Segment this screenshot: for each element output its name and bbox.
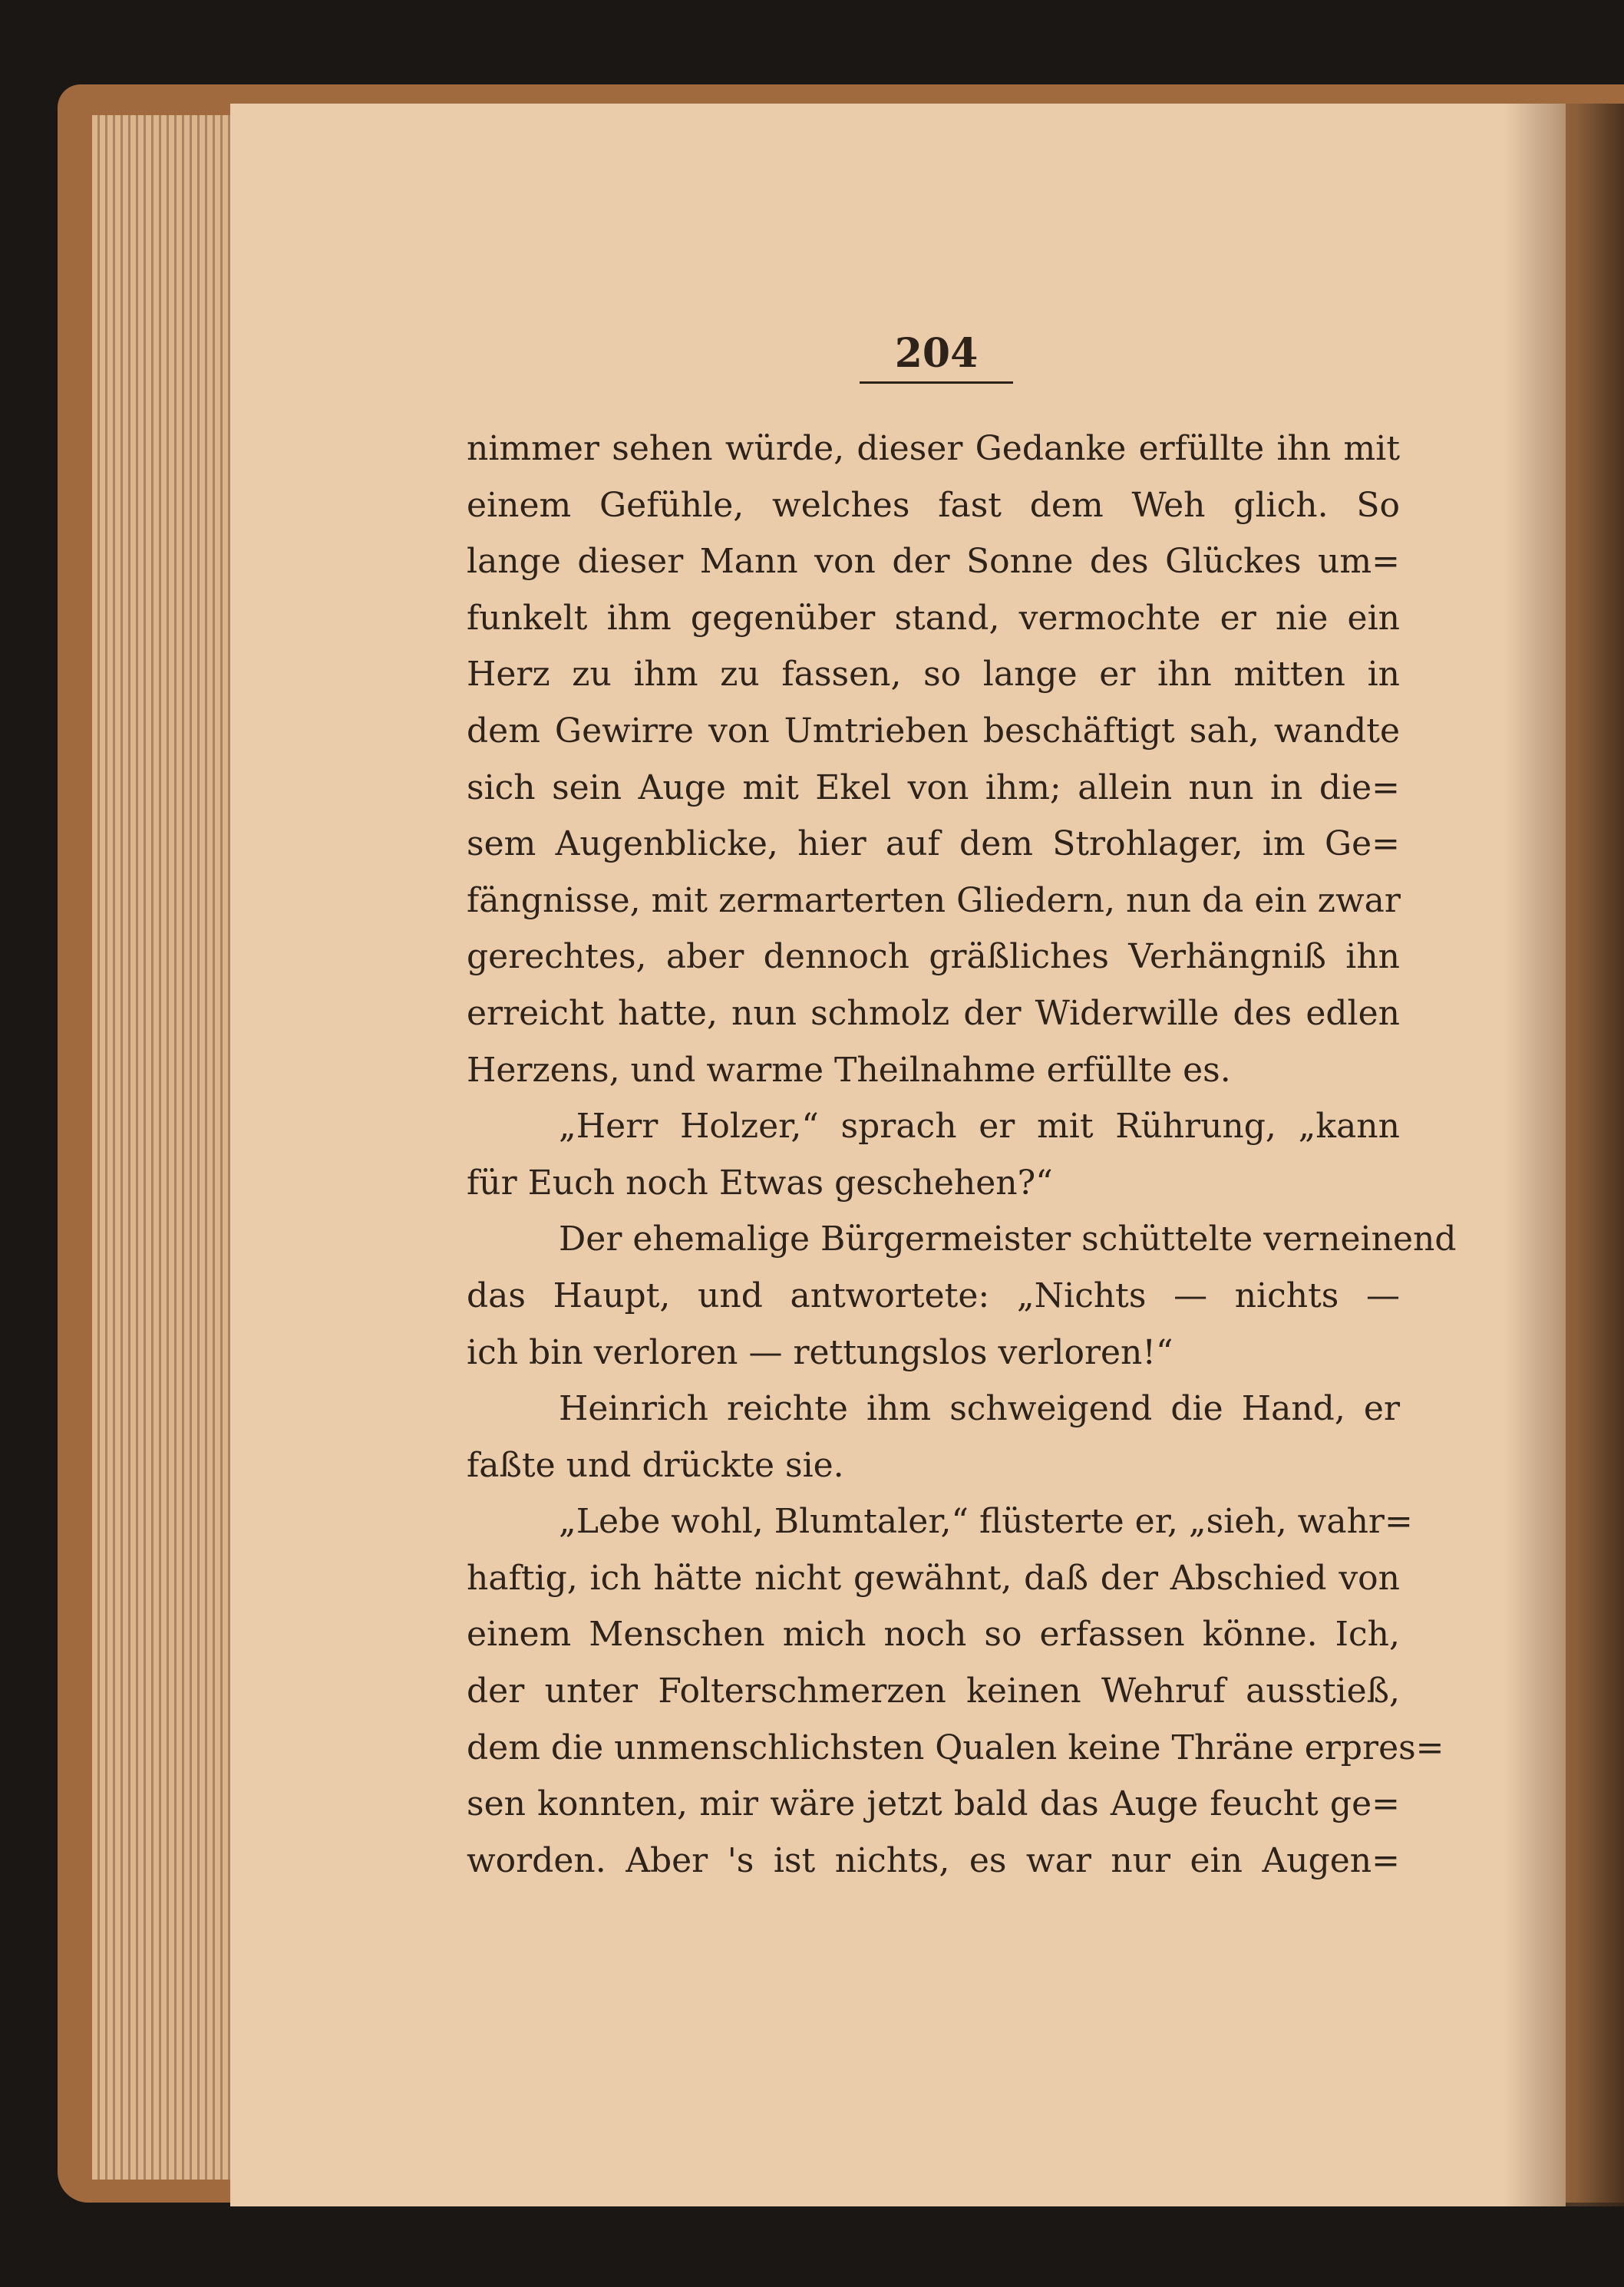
text-line: gerechtes, aber dennoch gräßliches Verhängniß ihn [467,937,1400,977]
text-line: „Lebe wohl, Blumtaler,“ flüsterte er, „sieh, wahr= [559,1502,1413,1542]
text-line: worden. Aber 's ist nichts, es war nur ein Augen= [467,1840,1400,1880]
text-line: ich bin verloren — rettungslos verloren!“ [467,1332,1173,1372]
text-line: erreicht hatte, nun schmolz der Widerwille des edlen [467,993,1400,1033]
spine-shadow [1504,104,1624,2206]
text-line: der unter Folterschmerzen keinen Wehruf ausstieß, [467,1672,1400,1711]
text-line: funkelt ihm gegenüber stand, vermochte er nie ein [467,598,1400,638]
page-number: 204 [860,330,1013,384]
body-text [467,421,1457,1889]
text-line: Der ehemalige Bürgermeister schüttelte verneinend [559,1219,1457,1259]
text-line: dem die unmenschlichsten Qualen keine Thräne erpres= [467,1728,1444,1767]
text-line: sem Augenblicke, hier auf dem Strohlager, im Ge= [467,824,1400,864]
text-line: „Herr Holzer,“ sprach er mit Rührung, „kann [559,1107,1400,1147]
text-line: sich sein Auge mit Ekel von ihm; allein nun in die= [467,767,1400,807]
text-line: dem Gewirre von Umtrieben beschäftigt sah, wandte [467,711,1400,751]
text-line: fängnisse, mit zermarterten Gliedern, nun da ein zwar [467,880,1401,920]
text-line: lange dieser Mann von der Sonne des Glückes um= [467,542,1400,582]
text-line: haftig, ich hätte nicht gewähnt, daß der Abschied von [467,1558,1400,1598]
page-edges [92,115,253,2180]
text-line: einem Gefühle, welches fast dem Weh glich. So [467,485,1400,525]
text-line: faßte und drückte sie. [467,1445,844,1485]
text-line: nimmer sehen würde, dieser Gedanke erfüllte ihn mit [467,429,1400,468]
text-line: einem Menschen mich noch so erfassen könne. Ich, [467,1615,1400,1655]
text-line: das Haupt, und antwortete: „Nichts — nichts — [467,1276,1400,1315]
text-line: sen konnten, mir wäre jetzt bald das Auge feucht ge= [467,1784,1400,1824]
text-line: Herz zu ihm zu fassen, so lange er ihn mitten in [467,655,1400,695]
text-line: Herzens, und warme Theilnahme erfüllte es. [467,1050,1231,1090]
text-line: für Euch noch Etwas geschehen?“ [467,1163,1053,1203]
text-line: Heinrich reichte ihm schweigend die Hand, er [559,1389,1400,1429]
